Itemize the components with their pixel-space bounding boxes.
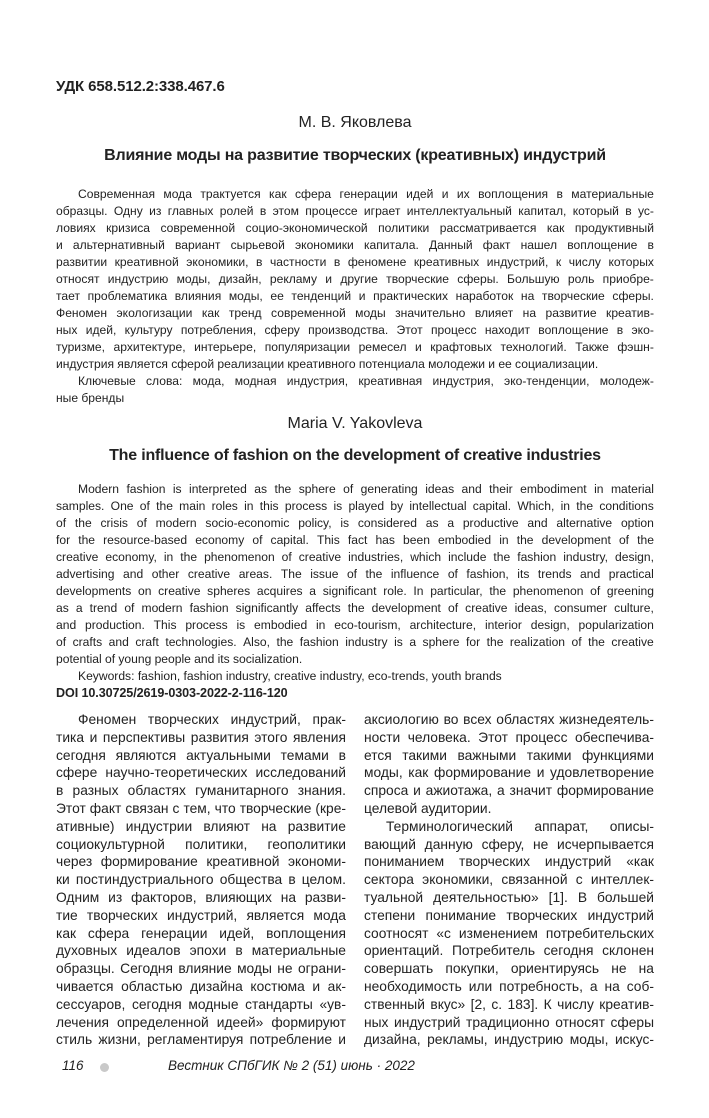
article-body [56, 711, 654, 1049]
doi: DOI 10.30725/2619-0303-2022-2-116-120 [56, 686, 288, 700]
keywords-en: Keywords: fashion, fashion industry, creative industry, eco-trends, youth brands [78, 669, 502, 683]
author-name-ru: М. В. Яковлева [298, 114, 412, 131]
abstract-en: Modern fashion is interpreted as the sphere of generating ideas and their embodiment in material samples. One of the main roles in this process is played by intellectual capital. Which, in the conditions of the crisis of modern socio-economic policy, is considered as a productive and alternative option for the resource-based economy of capital. This fact has been embodied in the development of the creative economy, in the phenomenon of creative industries, which include the fashion industry, design, advertising and other creative areas. The issue of the influence of fashion, its trends and practical developments on creative spheres acquires a significant role. In particular, the phenomenon of greening as a trend of modern fashion significantly affects the development of creative ideas, consumer culture, and production. This process is embodied in eco-tourism, architecture, interior design, popularization of crafts and craft technologies. Also, the fashion industry is a sphere for the realization of the creative potential of young people and its socialization. [56, 482, 654, 666]
article-title-ru: Влияние моды на развитие творческих (креативных) индустрий [104, 147, 606, 164]
page-footer [0, 1058, 709, 1080]
page-number: 116 [62, 1058, 84, 1073]
journal-name: Вестник СПбГИК № 2 (51) июнь · 2022 [168, 1058, 415, 1073]
body-column-right: аксиологию во всех областях жизнедеятель- ности человека. Этот процесс обеспечива- ется такими важными такими функциями моды, как формирование и удовлетворение спроса и ажиотажа, а значит формирование целевой аудитории. Терминологический аппарат, описы- вающий данную сферу, не исчерпывается пониманием творческих индустрий «как сектора экономики, связанной с интеллек- туальной деятельностью» [1]. В большей степени понимание творческих индустрий соотносят «с изменением потребительских ориентаций. Потребитель сегодня склонен совершать покупки, ориентируясь не на необходимость или потребность, а на соб- ственный вкус» [2, с. 183]. К числу креатив- ных индустрий традиционно относят сферы дизайна, рекламы, индустрию моды, искус- [364, 712, 654, 1048]
footer-separator-dot-icon [100, 1063, 109, 1072]
body-column-left: Феномен творческих индустрий, прак- тика и перспективы развития этого явления сегодня являются актуальными темами в сфере научно-теоретических исследований в разных областях гуманитарного знания. Этот факт связан с тем, что творческие (кре- ативные) индустрии влияют на развитие социокультурной политики, геополитики через формирование креативной экономи- ки постиндустриального общества в целом. Одним из факторов, влияющих на разви- тие творческих индустрий, является мода как сфера генерации идей, воплощения духовных идеалов эпохи в материальные образцы. Сегодня влияние моды не ограни- чивается областью дизайна костюма и ак- сессуаров, сегодня модные стандарты «ув- лечения определенной идеей» формируют стиль жизни, регламентируя потребление и [56, 712, 346, 1048]
udc-number: УДК 658.512.2:338.467.6 [56, 78, 225, 95]
article-title-en: The influence of fashion on the development of creative industries [109, 447, 601, 464]
abstract-ru: Современная мода трактуется как сфера генерации идей и их воплощения в материальные образцы. Одну из главных ролей в этом процессе играет интеллектуальный капитал, который в ус- ловиях кризиса современной социо-экономической политики рассматривается как продуктивный и альтернативный вариант сырьевой экономики капитала. Данный факт нашел воплощение в развитии креативной экономики, в частности в феномене креативных индустрий, к числу которых относят индустрию моды, дизайн, рекламу и другие творческие сферы. Большую роль приобре- тает проблематика влияния моды, ее тенденций и практических наработок на творческие сферы. Феномен экологизации как тренд современной моды значительно влияет на развитие креатив- ных идей, культуру потребления, сферу производства. Этот процесс находит воплощение в эко- туризме, архитектуре, интерьере, популяризации ремесел и крафтовых технологий. Также фэшн- индустрия является сферой реализации креативного потенциала молодежи и ее социализации. Ключевые слова: мода, модная индустрия, креативная индустрия, эко-тенденции, молодеж- ные бренды [56, 187, 654, 405]
page-content [56, 0, 654, 1049]
author-name-en: Maria V. Yakovleva [287, 415, 423, 432]
